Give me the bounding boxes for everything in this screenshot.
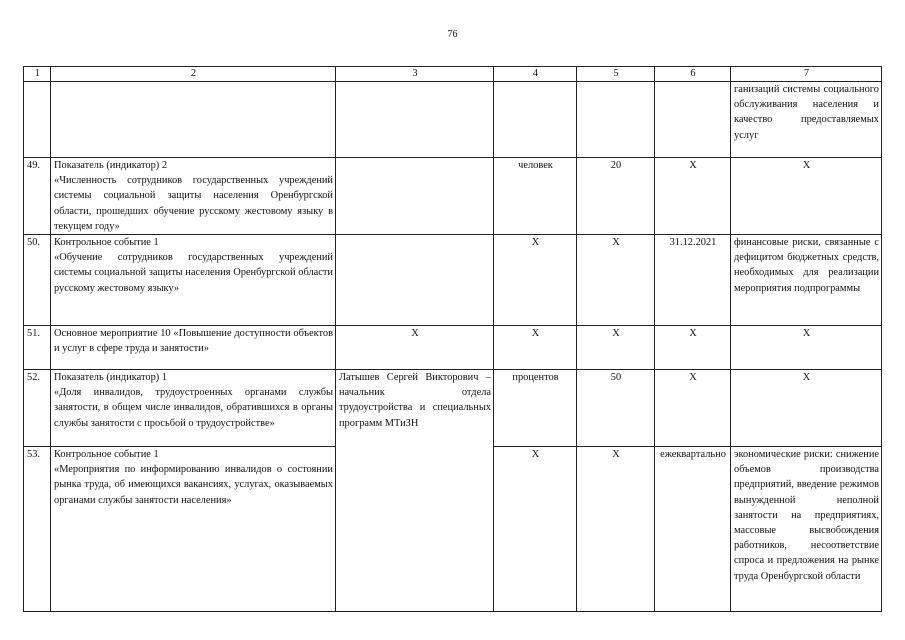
row-value <box>577 82 655 158</box>
row-label: Контрольное событие 1 <box>54 237 159 249</box>
column-header: 7 <box>731 67 882 82</box>
table-row <box>24 82 882 158</box>
row-responsible: Латышев Сергей Викторович – начальник отдела трудоустройства и специальных программ МТиЗН <box>336 370 494 612</box>
row-risk: ганизаций системы социального обслуживания населения и качество предоставляемых услуг <box>731 82 882 158</box>
row-label: Показатель (индикатор) 1 <box>54 372 168 384</box>
row-desc: «Доля инвалидов, трудоустроенных органами службы занятости, в общем числе инвалидов, обратившихся в органы службы занятости с просьбой о трудоустройстве» <box>54 387 333 429</box>
row-description <box>51 447 336 612</box>
row-number: 49. <box>24 158 51 235</box>
row-unit: Х <box>494 326 577 370</box>
column-header: 5 <box>577 67 655 82</box>
table-row <box>24 370 882 447</box>
row-number: 53. <box>24 447 51 612</box>
row-date: 31.12.2021 <box>655 235 731 326</box>
row-value: 50 <box>577 370 655 447</box>
row-value: 20 <box>577 158 655 235</box>
row-number <box>24 82 51 158</box>
row-number: 51. <box>24 326 51 370</box>
row-unit: Х <box>494 235 577 326</box>
column-header: 1 <box>24 67 51 82</box>
row-risk: финансовые риски, связанные с дефицитом бюджетных средств, необходимых для реализации мероприятия подпрограммы <box>731 235 882 326</box>
row-date: Х <box>655 326 731 370</box>
row-risk: экономические риски: снижение объемов производства предприятий, введение режимов вынужденной неполной занятости на предприятиях, массовые высвобождения работников, несоответствие спроса и предложения на рынке труда Оренбургской области <box>731 447 882 612</box>
row-description <box>51 235 336 326</box>
row-responsible: Х <box>336 326 494 370</box>
row-desc: «Мероприятия по информированию инвалидов о состоянии рынка труда, об имеющихся вакансиях, услугах, оказываемых органами службы занятости населения» <box>54 464 333 506</box>
column-number-row <box>24 67 882 82</box>
table-row <box>24 158 882 235</box>
row-date <box>655 82 731 158</box>
row-label: Контрольное событие 1 <box>54 449 159 461</box>
row-desc: «Обучение сотрудников государственных учреждений системы социальной защиты населения Оренбургской области русскому жестовому языку» <box>54 252 333 294</box>
row-unit: Х <box>494 447 577 612</box>
row-unit <box>494 82 577 158</box>
row-date: ежеквартально <box>655 447 731 612</box>
row-date: Х <box>655 158 731 235</box>
row-desc: «Численность сотрудников государственных учреждений системы социальной защиты населения Оренбургской области, прошедших обучение русскому жестовому языку в текущем году» <box>54 175 333 232</box>
measures-table <box>23 66 882 612</box>
column-header: 4 <box>494 67 577 82</box>
row-responsible <box>336 82 494 158</box>
page-number: 76 <box>447 29 458 40</box>
row-description <box>51 370 336 447</box>
row-responsible <box>336 158 494 235</box>
row-value: Х <box>577 447 655 612</box>
row-unit: человек <box>494 158 577 235</box>
row-description <box>51 326 336 370</box>
row-value: Х <box>577 235 655 326</box>
table-row <box>24 235 882 326</box>
row-date: Х <box>655 370 731 447</box>
column-header: 2 <box>51 67 336 82</box>
row-risk: Х <box>731 158 882 235</box>
row-label: Основное мероприятие 10 «Повышение доступности объектов и услуг в сфере труда и занятости» <box>54 328 333 355</box>
row-number: 52. <box>24 370 51 447</box>
column-header: 6 <box>655 67 731 82</box>
row-unit: процентов <box>494 370 577 447</box>
column-header: 3 <box>336 67 494 82</box>
row-responsible <box>336 235 494 326</box>
row-description <box>51 158 336 235</box>
row-number: 50. <box>24 235 51 326</box>
row-label: Показатель (индикатор) 2 <box>54 160 168 171</box>
row-risk: Х <box>731 370 882 447</box>
row-value: Х <box>577 326 655 370</box>
row-risk: Х <box>731 326 882 370</box>
table-row <box>24 326 882 370</box>
row-description <box>51 82 336 158</box>
